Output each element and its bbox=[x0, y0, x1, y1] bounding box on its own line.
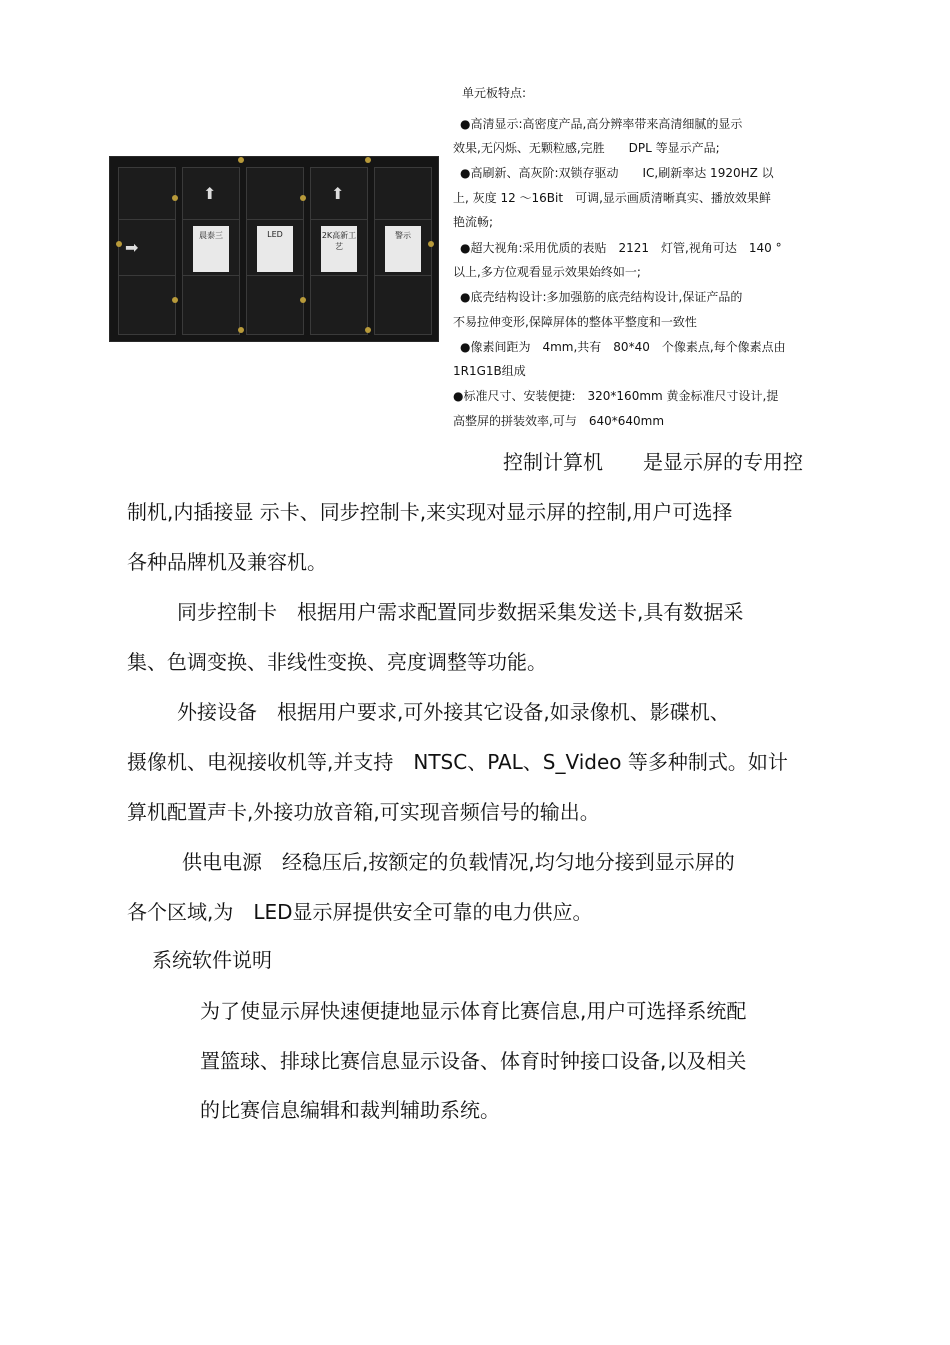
body-line: 集、色调变换、非线性变换、亮度调整等功能。 bbox=[127, 650, 547, 674]
arrow-up-icon: ⬆ bbox=[203, 184, 217, 203]
module-cell bbox=[118, 167, 176, 227]
section-title: 系统软件说明 bbox=[152, 948, 272, 972]
panel-label: 2K高新工艺 bbox=[321, 226, 357, 272]
feature-line: ●底壳结构设计:多加强筋的底壳结构设计,保证产品的 bbox=[460, 290, 743, 304]
screw-hole bbox=[172, 195, 178, 201]
module-cell bbox=[374, 275, 432, 335]
module-cell bbox=[374, 167, 432, 227]
feature-line: ●像素间距为 4mm,共有 80*40 个像素点,每个像素点由 bbox=[460, 340, 786, 354]
body-line: 供电电源 经稳压后,按额定的负载情况,均匀地分接到显示屏的 bbox=[182, 850, 735, 874]
screw-hole bbox=[300, 195, 306, 201]
module-cell bbox=[182, 275, 240, 335]
screw-hole bbox=[116, 241, 122, 247]
feature-line: 1R1G1B组成 bbox=[453, 364, 526, 378]
screw-hole bbox=[238, 327, 244, 333]
led-module-image bbox=[109, 156, 439, 342]
feature-line: 上, 灰度 12 ～16Bit 可调,显示画质清晰真实、播放效果鲜 bbox=[453, 191, 771, 205]
body-line: 算机配置声卡,外接功放音箱,可实现音频信号的输出。 bbox=[127, 800, 600, 824]
feature-line: 高整屏的拼装效率,可与 640*640mm bbox=[453, 414, 665, 428]
panel-label: 警示 bbox=[385, 226, 421, 272]
screw-hole bbox=[300, 297, 306, 303]
feature-line: 不易拉伸变形,保障屏体的整体平整度和一致性 bbox=[453, 315, 697, 329]
feature-line: ●标准尺寸、安装便捷: 320*160mm 黄金标准尺寸设计,提 bbox=[453, 389, 779, 403]
screw-hole bbox=[365, 157, 371, 163]
module-cell bbox=[182, 219, 240, 279]
feature-line: 以上,多方位观看显示效果始终如一; bbox=[453, 265, 641, 279]
body-line: 各个区域,为 LED显示屏提供安全可靠的电力供应。 bbox=[127, 900, 593, 924]
screw-hole bbox=[172, 297, 178, 303]
module-cell bbox=[374, 219, 432, 279]
software-line: 的比赛信息编辑和裁判辅助系统。 bbox=[200, 1098, 500, 1122]
panel-label: LED bbox=[257, 226, 293, 272]
feature-line: 艳流畅; bbox=[453, 215, 494, 229]
body-line: 摄像机、电视接收机等,并支持 NTSC、PAL、S_Video 等多种制式。如计 bbox=[127, 750, 788, 774]
body-line: 各种品牌机及兼容机。 bbox=[127, 550, 327, 574]
module-cell bbox=[246, 275, 304, 335]
features-title: 单元板特点: bbox=[462, 86, 527, 100]
body-line: 外接设备 根据用户要求,可外接其它设备,如录像机、影碟机、 bbox=[177, 700, 730, 724]
module-cell bbox=[118, 275, 176, 335]
module-cell bbox=[310, 167, 368, 227]
feature-line: ●高刷新、高灰阶:双锁存驱动 IC,刷新率达 1920HZ 以 bbox=[460, 166, 774, 180]
feature-line: ●超大视角:采用优质的表贴 2121 灯管,视角可达 140 ° bbox=[460, 241, 782, 255]
feature-line: ●高清显示:高密度产品,高分辨率带来高清细腻的显示 bbox=[460, 117, 743, 131]
module-cell bbox=[246, 167, 304, 227]
arrow-right-icon: ➡ bbox=[125, 238, 139, 257]
module-cell bbox=[118, 219, 176, 279]
body-line: 制机,内插接显 示卡、同步控制卡,来实现对显示屏的控制,用户可选择 bbox=[127, 500, 733, 524]
body-line: 同步控制卡 根据用户需求配置同步数据采集发送卡,具有数据采 bbox=[177, 600, 744, 624]
panel-label: 晨泰三 bbox=[193, 226, 229, 272]
screw-hole bbox=[365, 327, 371, 333]
arrow-up-icon: ⬆ bbox=[331, 184, 345, 203]
screw-hole bbox=[428, 241, 434, 247]
module-cell bbox=[182, 167, 240, 227]
feature-line: 效果,无闪烁、无颗粒感,完胜 DPL 等显示产品; bbox=[453, 141, 720, 155]
module-cell bbox=[310, 219, 368, 279]
software-line: 为了使显示屏快速便捷地显示体育比赛信息,用户可选择系统配 bbox=[200, 999, 747, 1023]
body-line: 控制计算机 是显示屏的专用控 bbox=[503, 450, 803, 474]
module-cell bbox=[246, 219, 304, 279]
module-cell bbox=[310, 275, 368, 335]
screw-hole bbox=[238, 157, 244, 163]
software-line: 置篮球、排球比赛信息显示设备、体育时钟接口设备,以及相关 bbox=[200, 1049, 747, 1073]
